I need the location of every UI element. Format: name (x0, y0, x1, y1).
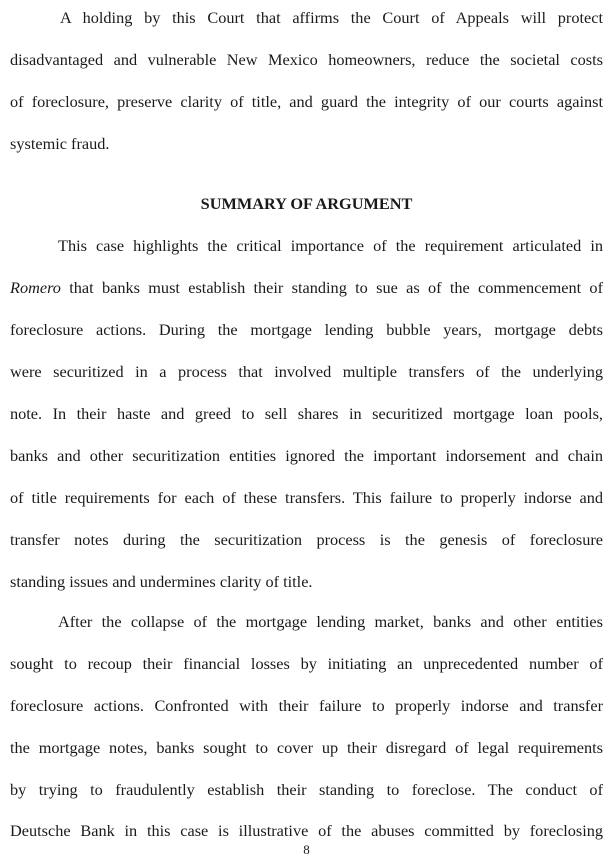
text-line: systemic fraud. (10, 134, 110, 153)
text-line: foreclosure actions. During the mortgage lending bubble years, mortgage debts (10, 320, 603, 339)
text-line: transfer notes during the securitization process is the genesis of foreclosure (10, 530, 603, 549)
text-line: the mortgage notes, banks sought to cover up their disregard of legal requirements (10, 738, 603, 757)
text-line: A holding by this Court that affirms the Court of Appeals will protect (60, 8, 603, 27)
text-line: foreclosure actions. Confronted with their failure to properly indorse and transfer (10, 696, 603, 715)
case-name-romero: Romero (10, 278, 61, 297)
text-line: After the collapse of the mortgage lending market, banks and other entities (58, 612, 603, 631)
section-heading: SUMMARY OF ARGUMENT (200, 194, 413, 213)
text-line: standing issues and undermines clarity of title. (10, 572, 313, 591)
text-line: banks and other securitization entities ignored the important indorsement and chain (10, 446, 603, 465)
text-line: of title requirements for each of these transfers. This failure to properly indorse and (10, 488, 603, 507)
text-line: of foreclosure, preserve clarity of title, and guard the integrity of our courts against (10, 92, 603, 111)
text-span: that banks must establish their standing to sue as of the commencement of (60, 278, 603, 297)
text-line: by trying to fraudulently establish their standing to foreclose. The conduct of (10, 780, 603, 799)
text-line: note. In their haste and greed to sell shares in securitized mortgage loan pools, (10, 404, 603, 423)
text-line (10, 278, 603, 298)
text-line: disadvantaged and vulnerable New Mexico homeowners, reduce the societal costs (10, 50, 603, 69)
text-line: Deutsche Bank in this case is illustrative of the abuses committed by foreclosing (10, 821, 603, 840)
page-number: 8 (303, 842, 310, 857)
text-line: sought to recoup their financial losses by initiating an unprecedented number of (10, 654, 603, 673)
text-line: This case highlights the critical importance of the requirement articulated in (58, 236, 603, 255)
text-line: were securitized in a process that involved multiple transfers of the underlying (10, 362, 603, 381)
